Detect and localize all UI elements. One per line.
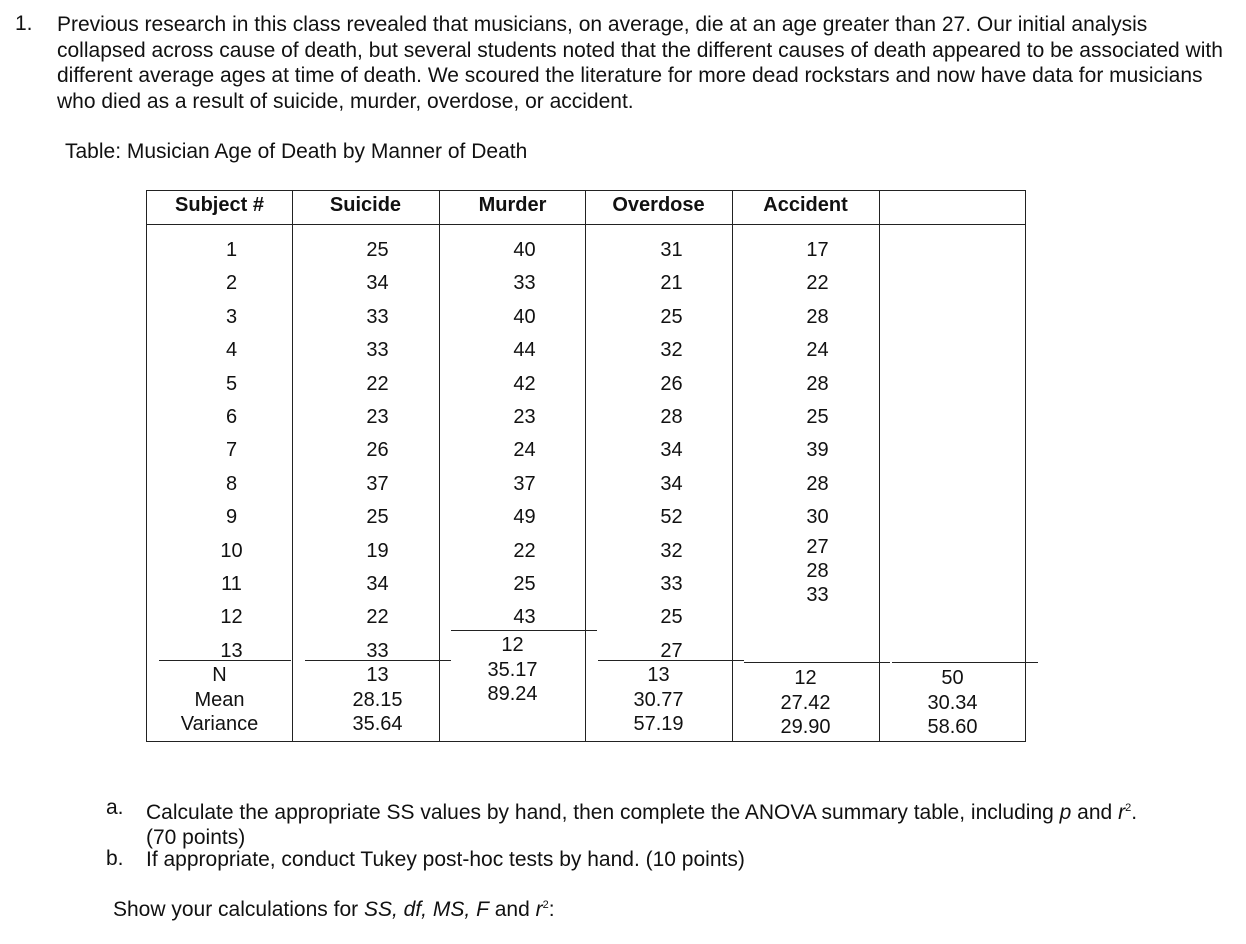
table-cell: 3	[225, 305, 238, 328]
table-cell: 25	[660, 305, 683, 328]
table-cell: 25	[366, 506, 389, 529]
subquestion-a-points: (70 points)	[146, 826, 246, 849]
table-cell: 25	[660, 606, 683, 629]
table-cell: 23	[513, 406, 536, 429]
table-cell: 33	[660, 573, 683, 596]
table-cell: 25	[806, 406, 829, 429]
table-cell: 8	[225, 472, 238, 495]
table-cell: 26	[366, 439, 389, 462]
table-cell: 33	[366, 639, 389, 662]
table-cell: 1	[225, 239, 238, 261]
table-cell: 27	[660, 639, 683, 662]
table-cell: 39	[806, 439, 829, 462]
total-stats	[879, 666, 1026, 740]
table-cell: 37	[366, 472, 389, 495]
summary-rule	[159, 660, 291, 661]
header-overdose: Overdose	[612, 194, 705, 216]
table-cell: 9	[225, 506, 238, 529]
stat-mean: 35.17	[487, 658, 538, 681]
table-cell: 49	[513, 506, 536, 529]
subject-column	[158, 234, 305, 668]
stat-mean: 30.34	[927, 691, 978, 714]
stat-n: 13	[647, 664, 670, 686]
r-superscript: 2	[542, 899, 549, 911]
period: .	[1131, 801, 1138, 824]
stat-mean: 28.15	[352, 688, 403, 711]
table-cell: 7	[225, 439, 238, 462]
table-cell: 42	[513, 372, 536, 395]
question-text: Previous research in this class revealed that musicians, on average, die at an age greater than 27. Our initial analysis collapsed across cause of death, but several students noted that the different causes of death appeared to be associated with different average ages at time of death. We scoured the literature for more dead rockstars and now have data for musicians who died as a result of suicide, murder, overdose, or accident.	[57, 13, 1223, 113]
header-accident: Accident	[763, 194, 848, 216]
table-cell: 13	[220, 639, 243, 662]
stat-variance: 29.90	[780, 716, 831, 738]
r-term: r	[535, 898, 543, 921]
stat-n: 12	[501, 634, 524, 656]
summary-rule	[451, 630, 597, 631]
table-cell: 34	[660, 472, 683, 495]
table-cell: 28	[806, 472, 829, 495]
stats-labels	[146, 663, 293, 737]
stat-variance: 35.64	[352, 713, 403, 735]
and-word: and	[488, 898, 536, 921]
summary-rule	[892, 662, 1038, 663]
table-cell: 28	[660, 406, 683, 429]
table-cell: 17	[806, 239, 829, 261]
table-cell: 28	[806, 305, 829, 328]
df-term: df,	[403, 898, 428, 921]
header-subject: Subject #	[175, 194, 264, 216]
variance-label: Variance	[180, 713, 259, 735]
data-table	[146, 190, 1026, 742]
suicide-stats	[304, 663, 451, 737]
table-cell: 5	[225, 372, 238, 395]
header-rule	[146, 224, 1026, 225]
overdose-stats	[585, 663, 732, 737]
table-cell: 21	[660, 272, 683, 295]
subquestion-a-label: a.	[106, 796, 124, 819]
table-cell: 33	[366, 305, 389, 328]
r-superscript: 2	[1125, 802, 1132, 814]
table-cell: 44	[513, 339, 536, 362]
murder-column	[451, 234, 598, 635]
f-term: F	[476, 898, 489, 921]
table-cell: 43	[513, 606, 536, 629]
stat-variance: 89.24	[487, 683, 538, 705]
r-symbol: r	[1118, 801, 1126, 824]
table-cell: 11	[221, 573, 242, 596]
table-cell: 22	[513, 539, 536, 562]
ss-term: SS,	[363, 898, 398, 921]
mean-label: Mean	[194, 688, 245, 711]
table-cell: 40	[513, 305, 536, 328]
summary-rule	[744, 662, 890, 663]
show-calculations-prompt	[113, 898, 555, 922]
suicide-column	[304, 234, 451, 668]
stat-variance: 57.19	[633, 713, 684, 735]
table-cell: 10	[220, 539, 243, 562]
table-cell: 30	[806, 506, 829, 529]
table-cell: 28	[806, 559, 829, 582]
header-suicide: Suicide	[329, 194, 402, 216]
table-cell: 34	[366, 573, 389, 596]
accident-stats	[732, 666, 879, 740]
table-caption: Table: Musician Age of Death by Manner of Death	[65, 140, 528, 163]
ms-term: MS,	[432, 898, 471, 921]
colon: :	[548, 898, 555, 921]
table-cell: 33	[513, 272, 536, 295]
murder-stats	[439, 633, 586, 707]
overdose-column	[598, 234, 745, 668]
stat-n: 12	[794, 667, 817, 689]
stat-n: 13	[366, 664, 389, 686]
stat-n: 50	[941, 667, 964, 689]
and-word: and	[1071, 801, 1119, 824]
table-cell: 24	[806, 339, 829, 362]
table-cell: 34	[366, 272, 389, 295]
table-cell: 6	[225, 406, 238, 429]
stat-mean: 27.42	[780, 691, 831, 714]
table-cell: 25	[513, 573, 536, 596]
table-cell: 28	[806, 372, 829, 395]
subquestion-a-body: Calculate the appropriate SS values by hand, then complete the ANOVA summary table, including	[146, 801, 1054, 824]
header-murder: Murder	[478, 194, 547, 216]
subquestion-b-text: If appropriate, conduct Tukey post-hoc tests by hand. (10 points)	[146, 848, 745, 871]
table-cell: 34	[660, 439, 683, 462]
table-cell: 19	[366, 539, 389, 562]
table-cell: 22	[366, 606, 389, 629]
table-cell: 2	[225, 272, 238, 295]
table-cell: 33	[366, 339, 389, 362]
table-cell: 24	[513, 439, 536, 462]
table-cell: 31	[660, 239, 683, 261]
table-cell: 37	[513, 472, 536, 495]
table-cell: 22	[366, 372, 389, 395]
table-cell: 22	[806, 272, 829, 295]
summary-rule	[598, 660, 744, 661]
show-calc-prefix: Show your calculations for	[113, 898, 364, 921]
table-cell: 33	[806, 583, 829, 606]
p-symbol: p	[1059, 801, 1072, 824]
table-cell: 52	[660, 506, 683, 529]
table-cell: 12	[220, 606, 243, 629]
table-cell: 26	[660, 372, 683, 395]
stat-mean: 30.77	[633, 688, 684, 711]
subquestion-b-label: b.	[106, 847, 124, 870]
table-cell: 4	[225, 339, 238, 362]
subquestion-a-text	[146, 796, 1226, 850]
table-cell: 40	[513, 239, 536, 261]
table-cell: 23	[366, 406, 389, 429]
question-number: 1.	[15, 12, 33, 35]
table-cell: 25	[366, 239, 389, 261]
accident-column	[744, 234, 891, 607]
table-cell: 27	[806, 535, 829, 558]
stat-variance: 58.60	[927, 716, 978, 738]
summary-rule	[305, 660, 451, 661]
table-cell: 32	[660, 339, 683, 362]
table-cell: 32	[660, 539, 683, 562]
n-label: N	[212, 664, 227, 686]
